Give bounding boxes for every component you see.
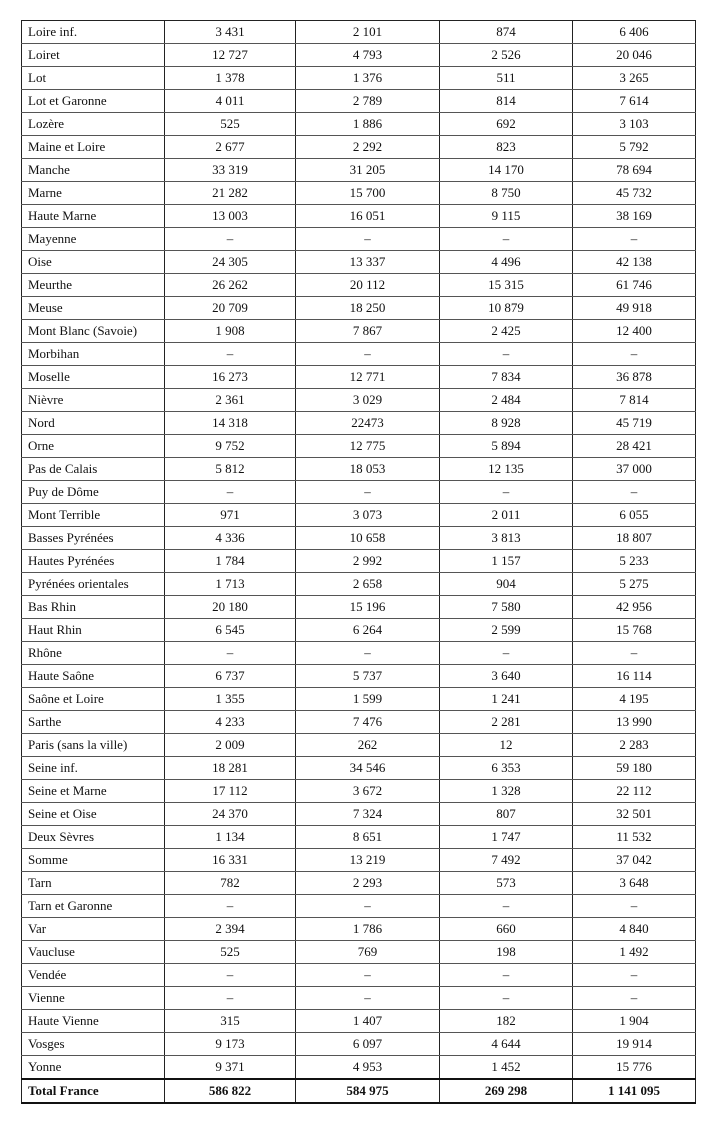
value-cell-col1: 1 908 [165,320,296,343]
value-cell-col4: 3 103 [573,113,696,136]
value-cell-col1: 9 173 [165,1033,296,1056]
value-cell-col4: – [573,228,696,251]
value-cell-col4: – [573,987,696,1010]
department-name-cell: Haute Vienne [22,1010,165,1033]
value-cell-col4: 16 114 [573,665,696,688]
table-row [22,872,696,895]
value-cell-col1: 315 [165,1010,296,1033]
value-cell-col4: 1 904 [573,1010,696,1033]
value-cell-col1: 525 [165,941,296,964]
value-cell-col2: – [296,481,440,504]
value-cell-col2: 3 073 [296,504,440,527]
table-row [22,274,696,297]
table-row [22,435,696,458]
department-name-cell: Meurthe [22,274,165,297]
value-cell-col2: 15 196 [296,596,440,619]
value-cell-col3: 9 115 [440,205,573,228]
department-name-cell: Vosges [22,1033,165,1056]
table-row [22,757,696,780]
department-name-cell: Lot [22,67,165,90]
value-cell-col2: 5 737 [296,665,440,688]
department-name-cell: Mayenne [22,228,165,251]
value-cell-col4: 7 614 [573,90,696,113]
value-cell-col4: 11 532 [573,826,696,849]
department-name-cell: Pyrénées orientales [22,573,165,596]
value-cell-col2: 4 953 [296,1056,440,1080]
value-cell-col2: 12 771 [296,366,440,389]
department-name-cell: Yonne [22,1056,165,1080]
value-cell-col1: 14 318 [165,412,296,435]
department-name-cell: Vaucluse [22,941,165,964]
value-cell-col3: – [440,964,573,987]
value-cell-col3: 12 [440,734,573,757]
value-cell-col4: – [573,343,696,366]
value-cell-col3: 807 [440,803,573,826]
value-cell-col1: 9 371 [165,1056,296,1080]
value-cell-col3: 12 135 [440,458,573,481]
value-cell-col4: 12 400 [573,320,696,343]
statistics-table-container [21,20,695,1104]
value-cell-col4: 7 814 [573,389,696,412]
value-cell-col2: 1 886 [296,113,440,136]
value-cell-col2: 2 992 [296,550,440,573]
value-cell-col3: 15 315 [440,274,573,297]
value-cell-col3: 1 452 [440,1056,573,1080]
value-cell-col3: 2 281 [440,711,573,734]
value-cell-col4: 38 169 [573,205,696,228]
table-row [22,366,696,389]
department-name-cell: Vendée [22,964,165,987]
value-cell-col4: 59 180 [573,757,696,780]
value-cell-col4: 5 792 [573,136,696,159]
value-cell-col1: 33 319 [165,159,296,182]
table-row [22,251,696,274]
value-cell-col3: 2 425 [440,320,573,343]
value-cell-col2: – [296,964,440,987]
table-row [22,113,696,136]
value-cell-col3: – [440,343,573,366]
value-cell-col4: – [573,964,696,987]
table-row [22,987,696,1010]
value-cell-col4: 4 840 [573,918,696,941]
value-cell-col4: 42 956 [573,596,696,619]
department-name-cell: Oise [22,251,165,274]
value-cell-col3: 3 640 [440,665,573,688]
value-cell-col1: 525 [165,113,296,136]
value-cell-col2: 6 264 [296,619,440,642]
value-cell-col3: 269 298 [440,1079,573,1103]
department-name-cell: Nièvre [22,389,165,412]
value-cell-col4: 1 492 [573,941,696,964]
table-row [22,21,696,44]
value-cell-col1: 5 812 [165,458,296,481]
table-row [22,573,696,596]
value-cell-col1: 6 545 [165,619,296,642]
value-cell-col4: 45 719 [573,412,696,435]
department-name-cell: Haute Saône [22,665,165,688]
value-cell-col3: 904 [440,573,573,596]
value-cell-col3: 14 170 [440,159,573,182]
value-cell-col1: – [165,481,296,504]
table-row [22,458,696,481]
value-cell-col2: 20 112 [296,274,440,297]
table-row [22,596,696,619]
table-row [22,849,696,872]
table-row [22,44,696,67]
value-cell-col1: 1 355 [165,688,296,711]
value-cell-col1: 16 331 [165,849,296,872]
value-cell-col2: 584 975 [296,1079,440,1103]
value-cell-col2: 18 053 [296,458,440,481]
table-row [22,803,696,826]
value-cell-col1: 586 822 [165,1079,296,1103]
value-cell-col4: 45 732 [573,182,696,205]
value-cell-col4: 37 042 [573,849,696,872]
value-cell-col4: 5 233 [573,550,696,573]
value-cell-col4: 28 421 [573,435,696,458]
value-cell-col2: 12 775 [296,435,440,458]
value-cell-col3: 182 [440,1010,573,1033]
value-cell-col1: 2 009 [165,734,296,757]
value-cell-col1: 21 282 [165,182,296,205]
value-cell-col3: 660 [440,918,573,941]
department-name-cell: Pas de Calais [22,458,165,481]
value-cell-col3: 2 484 [440,389,573,412]
table-row [22,297,696,320]
value-cell-col3: – [440,895,573,918]
value-cell-col4: 18 807 [573,527,696,550]
value-cell-col4: 2 283 [573,734,696,757]
value-cell-col2: 7 867 [296,320,440,343]
value-cell-col2: 2 293 [296,872,440,895]
department-name-cell: Seine inf. [22,757,165,780]
table-row [22,964,696,987]
value-cell-col1: 2 677 [165,136,296,159]
value-cell-col3: 6 353 [440,757,573,780]
department-name-cell: Maine et Loire [22,136,165,159]
value-cell-col1: 26 262 [165,274,296,297]
value-cell-col3: 823 [440,136,573,159]
table-row [22,711,696,734]
department-name-cell: Moselle [22,366,165,389]
value-cell-col2: 13 219 [296,849,440,872]
value-cell-col3: 1 241 [440,688,573,711]
value-cell-col2: 13 337 [296,251,440,274]
total-row [22,1079,696,1103]
value-cell-col2: – [296,895,440,918]
department-name-cell: Seine et Oise [22,803,165,826]
value-cell-col4: 13 990 [573,711,696,734]
value-cell-col4: 1 141 095 [573,1079,696,1103]
value-cell-col2: 7 324 [296,803,440,826]
value-cell-col3: 874 [440,21,573,44]
value-cell-col4: 6 055 [573,504,696,527]
value-cell-col3: 3 813 [440,527,573,550]
department-name-cell: Mont Blanc (Savoie) [22,320,165,343]
department-name-cell: Marne [22,182,165,205]
value-cell-col3: 198 [440,941,573,964]
value-cell-col2: 2 292 [296,136,440,159]
value-cell-col2: 6 097 [296,1033,440,1056]
value-cell-col2: 31 205 [296,159,440,182]
value-cell-col3: – [440,987,573,1010]
table-row [22,895,696,918]
value-cell-col4: – [573,481,696,504]
value-cell-col4: 32 501 [573,803,696,826]
value-cell-col1: – [165,642,296,665]
table-row [22,642,696,665]
table-row [22,826,696,849]
table-row [22,550,696,573]
value-cell-col1: 1 378 [165,67,296,90]
value-cell-col1: 13 003 [165,205,296,228]
department-name-cell: Loire inf. [22,21,165,44]
table-row [22,481,696,504]
department-statistics-table [21,20,696,1104]
value-cell-col2: 2 789 [296,90,440,113]
table-row [22,918,696,941]
value-cell-col4: 61 746 [573,274,696,297]
value-cell-col1: 4 233 [165,711,296,734]
value-cell-col4: 15 768 [573,619,696,642]
table-row [22,159,696,182]
value-cell-col4: 19 914 [573,1033,696,1056]
value-cell-col1: 1 713 [165,573,296,596]
value-cell-col2: 10 658 [296,527,440,550]
value-cell-col3: 7 834 [440,366,573,389]
value-cell-col3: – [440,228,573,251]
department-name-cell: Total France [22,1079,165,1103]
value-cell-col2: 4 793 [296,44,440,67]
value-cell-col2: – [296,987,440,1010]
value-cell-col1: – [165,895,296,918]
department-name-cell: Deux Sèvres [22,826,165,849]
department-name-cell: Nord [22,412,165,435]
value-cell-col3: 692 [440,113,573,136]
value-cell-col3: 573 [440,872,573,895]
table-row [22,1056,696,1080]
department-name-cell: Seine et Marne [22,780,165,803]
department-name-cell: Morbihan [22,343,165,366]
department-name-cell: Lot et Garonne [22,90,165,113]
value-cell-col1: – [165,964,296,987]
value-cell-col1: 4 336 [165,527,296,550]
value-cell-col3: 8 928 [440,412,573,435]
value-cell-col3: 2 526 [440,44,573,67]
value-cell-col2: 2 658 [296,573,440,596]
value-cell-col1: 12 727 [165,44,296,67]
value-cell-col2: 22473 [296,412,440,435]
department-name-cell: Mont Terrible [22,504,165,527]
table-row [22,527,696,550]
value-cell-col4: 20 046 [573,44,696,67]
value-cell-col1: – [165,987,296,1010]
value-cell-col2: 262 [296,734,440,757]
table-row [22,136,696,159]
value-cell-col3: – [440,481,573,504]
value-cell-col1: 20 709 [165,297,296,320]
value-cell-col2: 8 651 [296,826,440,849]
value-cell-col2: – [296,228,440,251]
table-row [22,688,696,711]
table-row [22,619,696,642]
value-cell-col3: 814 [440,90,573,113]
value-cell-col4: – [573,642,696,665]
table-row [22,941,696,964]
value-cell-col3: 8 750 [440,182,573,205]
value-cell-col1: – [165,343,296,366]
table-row [22,320,696,343]
department-name-cell: Paris (sans la ville) [22,734,165,757]
value-cell-col1: 4 011 [165,90,296,113]
table-row [22,504,696,527]
department-name-cell: Rhône [22,642,165,665]
table-row [22,734,696,757]
value-cell-col4: 5 275 [573,573,696,596]
value-cell-col2: 34 546 [296,757,440,780]
department-name-cell: Vienne [22,987,165,1010]
value-cell-col3: 7 492 [440,849,573,872]
value-cell-col1: 782 [165,872,296,895]
value-cell-col1: 2 361 [165,389,296,412]
value-cell-col3: 4 496 [440,251,573,274]
value-cell-col1: 6 737 [165,665,296,688]
department-name-cell: Orne [22,435,165,458]
value-cell-col3: 7 580 [440,596,573,619]
value-cell-col1: 1 134 [165,826,296,849]
value-cell-col2: 15 700 [296,182,440,205]
value-cell-col1: 1 784 [165,550,296,573]
table-row [22,228,696,251]
value-cell-col1: 2 394 [165,918,296,941]
department-name-cell: Tarn [22,872,165,895]
table-row [22,780,696,803]
value-cell-col1: 18 281 [165,757,296,780]
value-cell-col4: 6 406 [573,21,696,44]
table-row [22,67,696,90]
value-cell-col1: 24 370 [165,803,296,826]
table-row [22,90,696,113]
value-cell-col2: 3 672 [296,780,440,803]
table-row [22,205,696,228]
value-cell-col2: 1 599 [296,688,440,711]
value-cell-col4: – [573,895,696,918]
value-cell-col3: 10 879 [440,297,573,320]
department-name-cell: Bas Rhin [22,596,165,619]
value-cell-col1: 9 752 [165,435,296,458]
value-cell-col4: 42 138 [573,251,696,274]
value-cell-col2: 1 407 [296,1010,440,1033]
table-row [22,665,696,688]
value-cell-col2: 1 786 [296,918,440,941]
value-cell-col3: 1 747 [440,826,573,849]
value-cell-col3: 4 644 [440,1033,573,1056]
value-cell-col3: 5 894 [440,435,573,458]
value-cell-col2: 1 376 [296,67,440,90]
department-name-cell: Haut Rhin [22,619,165,642]
value-cell-col2: 18 250 [296,297,440,320]
department-name-cell: Saône et Loire [22,688,165,711]
value-cell-col2: 3 029 [296,389,440,412]
department-name-cell: Lozère [22,113,165,136]
value-cell-col4: 49 918 [573,297,696,320]
department-name-cell: Somme [22,849,165,872]
department-name-cell: Meuse [22,297,165,320]
department-name-cell: Loiret [22,44,165,67]
value-cell-col3: – [440,642,573,665]
table-row [22,1010,696,1033]
value-cell-col4: 3 265 [573,67,696,90]
table-row [22,412,696,435]
value-cell-col4: 4 195 [573,688,696,711]
value-cell-col2: – [296,642,440,665]
table-body [22,21,696,1104]
value-cell-col2: 7 476 [296,711,440,734]
value-cell-col4: 36 878 [573,366,696,389]
value-cell-col3: 1 328 [440,780,573,803]
value-cell-col2: 769 [296,941,440,964]
value-cell-col1: – [165,228,296,251]
department-name-cell: Basses Pyrénées [22,527,165,550]
value-cell-col2: 16 051 [296,205,440,228]
value-cell-col3: 511 [440,67,573,90]
table-row [22,343,696,366]
value-cell-col1: 17 112 [165,780,296,803]
value-cell-col3: 1 157 [440,550,573,573]
value-cell-col4: 78 694 [573,159,696,182]
value-cell-col3: 2 011 [440,504,573,527]
value-cell-col1: 16 273 [165,366,296,389]
department-name-cell: Hautes Pyrénées [22,550,165,573]
department-name-cell: Puy de Dôme [22,481,165,504]
value-cell-col4: 37 000 [573,458,696,481]
value-cell-col1: 24 305 [165,251,296,274]
department-name-cell: Sarthe [22,711,165,734]
department-name-cell: Haute Marne [22,205,165,228]
department-name-cell: Manche [22,159,165,182]
value-cell-col4: 3 648 [573,872,696,895]
table-row [22,1033,696,1056]
value-cell-col1: 20 180 [165,596,296,619]
value-cell-col2: – [296,343,440,366]
department-name-cell: Tarn et Garonne [22,895,165,918]
value-cell-col4: 22 112 [573,780,696,803]
value-cell-col2: 2 101 [296,21,440,44]
value-cell-col3: 2 599 [440,619,573,642]
department-name-cell: Var [22,918,165,941]
value-cell-col1: 3 431 [165,21,296,44]
table-row [22,389,696,412]
value-cell-col1: 971 [165,504,296,527]
value-cell-col4: 15 776 [573,1056,696,1080]
table-row [22,182,696,205]
